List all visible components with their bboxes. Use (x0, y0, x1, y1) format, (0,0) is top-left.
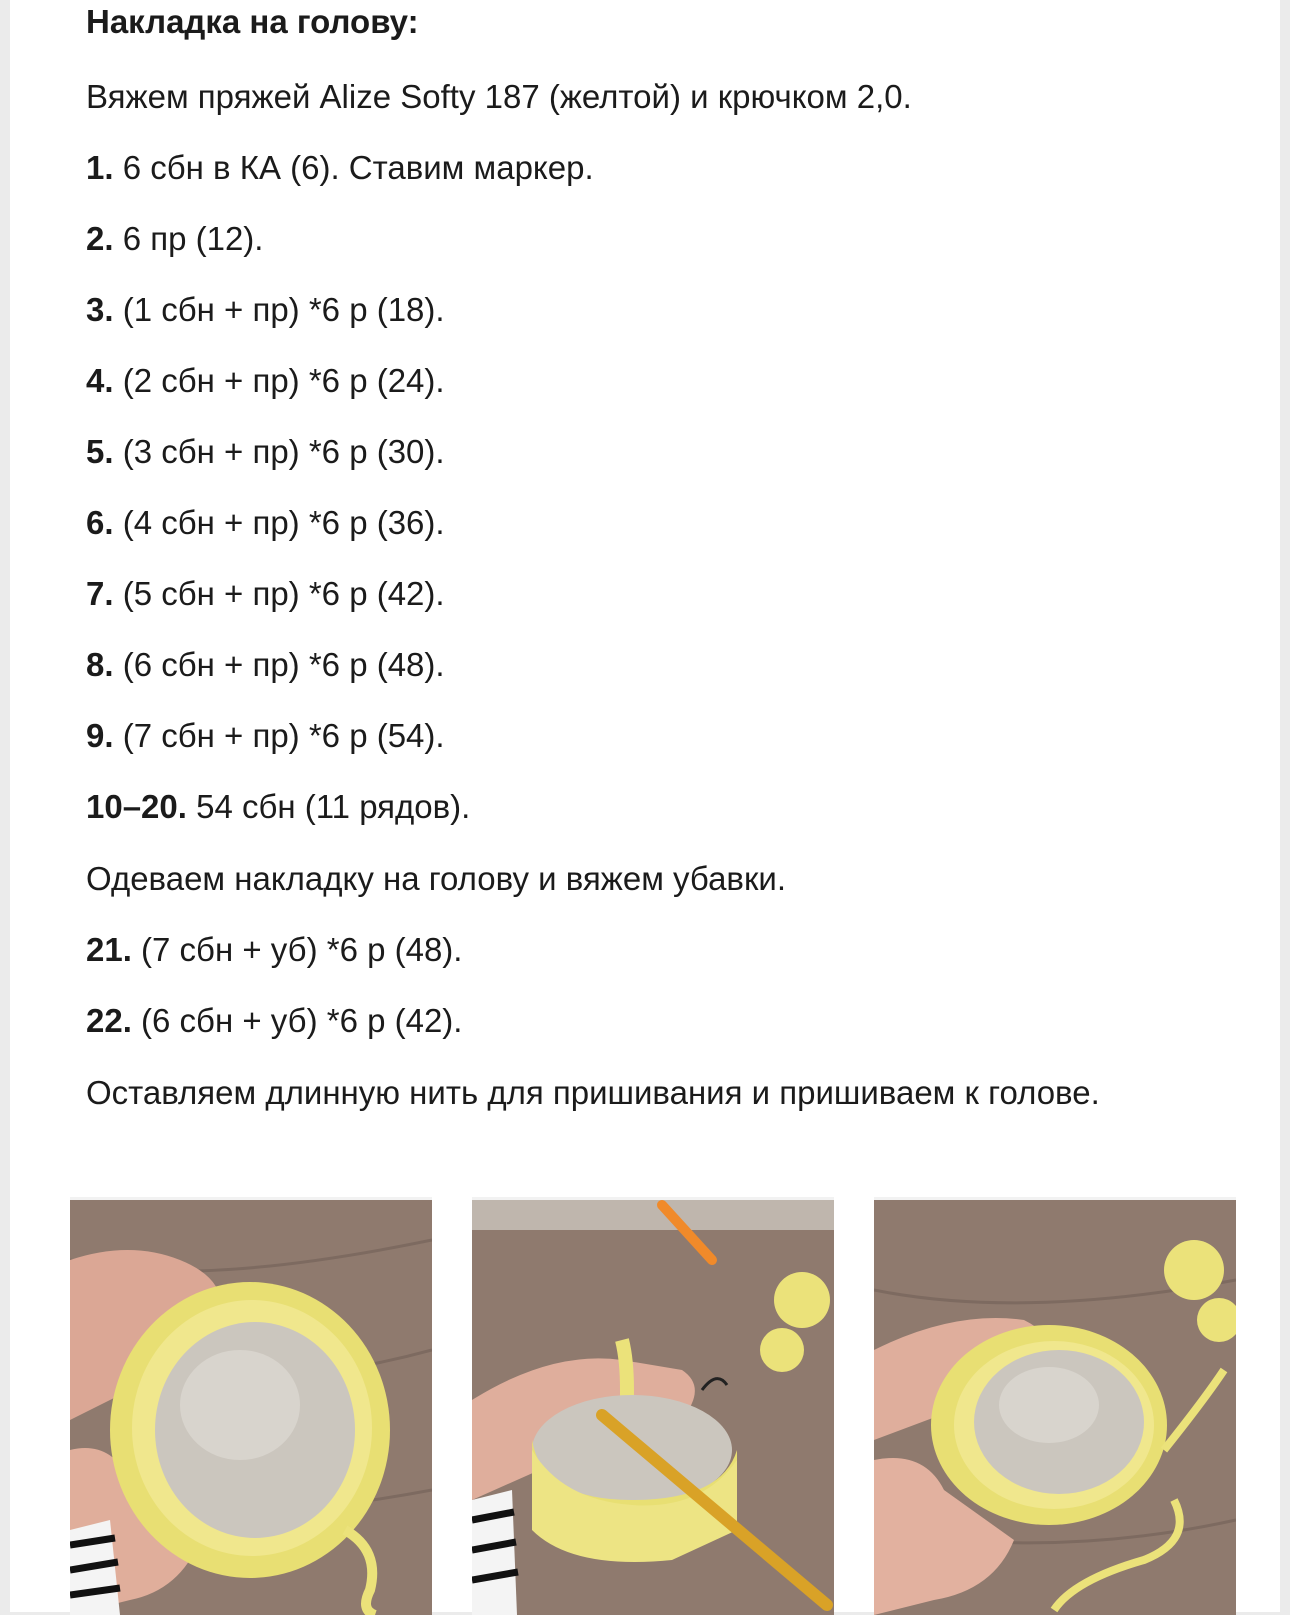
row-text: (6 сбн + уб) *6 р (42). (141, 1002, 463, 1039)
row-6 (86, 503, 445, 543)
row-5 (86, 432, 445, 472)
row-number: 2. (86, 220, 114, 257)
photo-3 (874, 1197, 1236, 1615)
row-9 (86, 716, 445, 756)
closing-text: Оставляем длинную нить для пришивания и пришиваем к голове. (86, 1074, 1100, 1111)
row-number: 22. (86, 1002, 132, 1039)
photo-2 (472, 1197, 834, 1615)
row-8 (86, 645, 445, 685)
row-7 (86, 574, 445, 614)
row-text: (5 сбн + пр) *6 р (42). (122, 575, 445, 612)
middle-note: Одеваем накладку на голову и вяжем убавки. (86, 860, 786, 897)
row-number: 10–20. (86, 788, 187, 825)
row-number: 3. (86, 291, 114, 328)
row-3 (86, 290, 445, 330)
intro-text: Вяжем пряжей Alize Softy 187 (желтой) и крючком 2,0. (86, 78, 912, 115)
row-22 (86, 1001, 462, 1041)
row-text: 6 пр (12). (122, 220, 264, 257)
section-heading: Накладка на голову: (86, 3, 419, 40)
row-2 (86, 219, 263, 259)
row-number: 5. (86, 433, 114, 470)
row-text: (6 сбн + пр) *6 р (48). (122, 646, 445, 683)
row-number: 9. (86, 717, 114, 754)
row-text: 6 сбн в КА (6). Ставим маркер. (122, 149, 594, 186)
row-1 (86, 148, 594, 188)
row-text: (7 сбн + пр) *6 р (54). (122, 717, 445, 754)
row-number: 4. (86, 362, 114, 399)
row-text: (2 сбн + пр) *6 р (24). (122, 362, 445, 399)
row-text: (7 сбн + уб) *6 р (48). (141, 931, 463, 968)
row-text: (3 сбн + пр) *6 р (30). (122, 433, 445, 470)
row-21 (86, 930, 462, 970)
row-4 (86, 361, 445, 401)
document-page (10, 0, 1280, 1612)
row-text: 54 сбн (11 рядов). (196, 788, 471, 825)
row-number: 21. (86, 931, 132, 968)
row-number: 7. (86, 575, 114, 612)
row-text: (4 сбн + пр) *6 р (36). (122, 504, 445, 541)
row-number: 1. (86, 149, 114, 186)
photo-1 (70, 1197, 432, 1615)
row-number: 8. (86, 646, 114, 683)
row-10-20 (86, 787, 470, 827)
row-text: (1 сбн + пр) *6 р (18). (122, 291, 445, 328)
row-number: 6. (86, 504, 114, 541)
